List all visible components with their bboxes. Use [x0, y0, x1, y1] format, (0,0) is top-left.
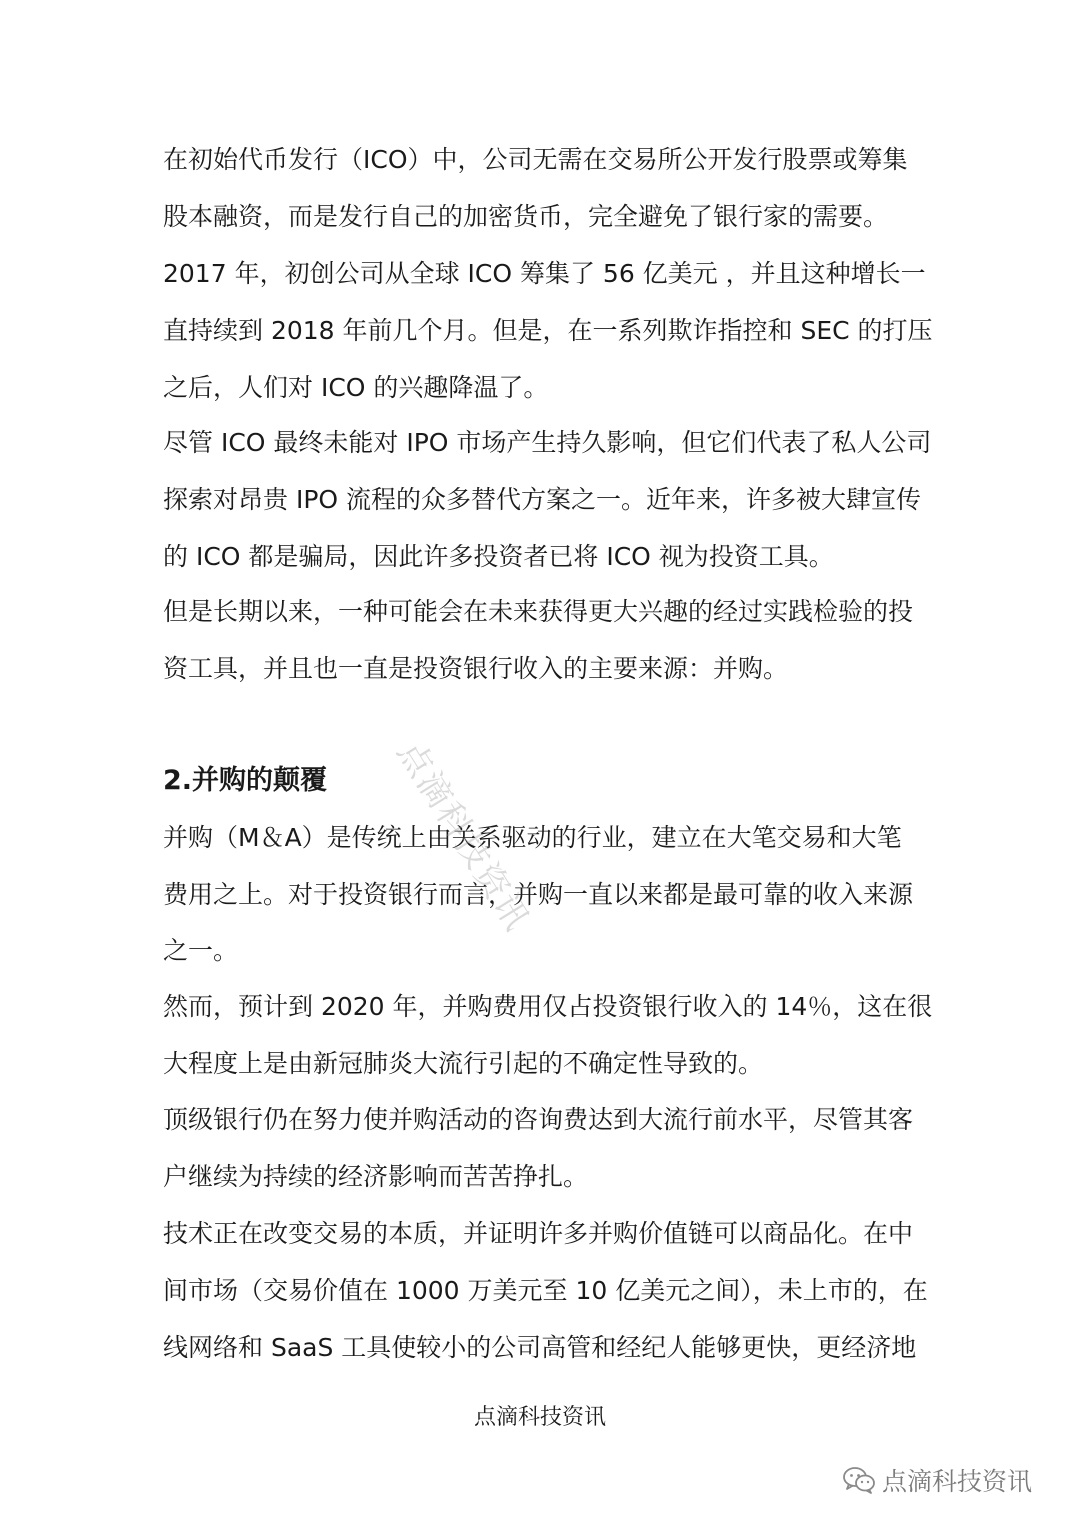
- text-line: 资工具，并且也一直是投资银行收入的主要来源：并购。: [163, 654, 789, 683]
- text-line: 股本融资，而是发行自己的加密货币，完全避免了银行家的需要。: [163, 202, 889, 231]
- text-line: 探索对昂贵 IPO 流程的众多替代方案之一。近年来，许多被大肆宣传: [163, 485, 922, 514]
- section-heading: 2.并购的颠覆: [163, 765, 328, 796]
- text-line: 顶级银行仍在努力使并购活动的咨询费达到大流行前水平，尽管其客: [163, 1105, 914, 1134]
- text-line: 之后，人们对 ICO 的兴趣降温了。: [163, 373, 549, 402]
- page-footer: 点滴科技资讯: [473, 1405, 606, 1430]
- text-line: 直持续到 2018 年前几个月。但是，在一系列欺诈指控和 SEC 的打压: [163, 316, 933, 345]
- wechat-account-mark: [842, 1462, 1032, 1498]
- text-line: 的 ICO 都是骗局，因此许多投资者已将 ICO 视为投资工具。: [163, 542, 834, 571]
- text-line: 费用之上。对于投资银行而言，并购一直以来都是最可靠的收入来源: [163, 880, 914, 909]
- text-line: 2017 年，初创公司从全球 ICO 筹集了 56 亿美元 ，并且这种增长一: [163, 259, 926, 288]
- wechat-icon: [842, 1466, 876, 1494]
- text-line: 但是长期以来，一种可能会在未来获得更大兴趣的经过实践检验的投: [163, 597, 914, 626]
- text-line: 大程度上是由新冠肺炎大流行引起的不确定性导致的。: [163, 1049, 764, 1078]
- text-line: 尽管 ICO 最终未能对 IPO 市场产生持久影响，但它们代表了私人公司: [163, 428, 932, 457]
- text-line: 线网络和 SaaS 工具使较小的公司高管和经纪人能够更快，更经济地: [163, 1333, 917, 1362]
- wechat-account-name: 点滴科技资讯: [882, 1467, 1033, 1496]
- text-line: 间市场（交易价值在 1000 万美元至 10 亿美元之间），未上市的，在: [163, 1276, 928, 1305]
- text-line: 在初始代币发行（ICO）中，公司无需在交易所公开发行股票或筹集: [163, 145, 908, 174]
- text-line: 技术正在改变交易的本质，并证明许多并购价值链可以商品化。在中: [163, 1219, 914, 1248]
- text-line: 然而，预计到 2020 年，并购费用仅占投资银行收入的 14％，这在很: [163, 992, 933, 1021]
- text-line: 并购（M＆A）是传统上由关系驱动的行业，建立在大笔交易和大笔: [163, 823, 902, 852]
- text-line: 之一。: [163, 936, 239, 965]
- watermark: 点滴科技资讯: [389, 734, 538, 939]
- text-line: 户继续为持续的经济影响而苦苦挣扎。: [163, 1162, 589, 1191]
